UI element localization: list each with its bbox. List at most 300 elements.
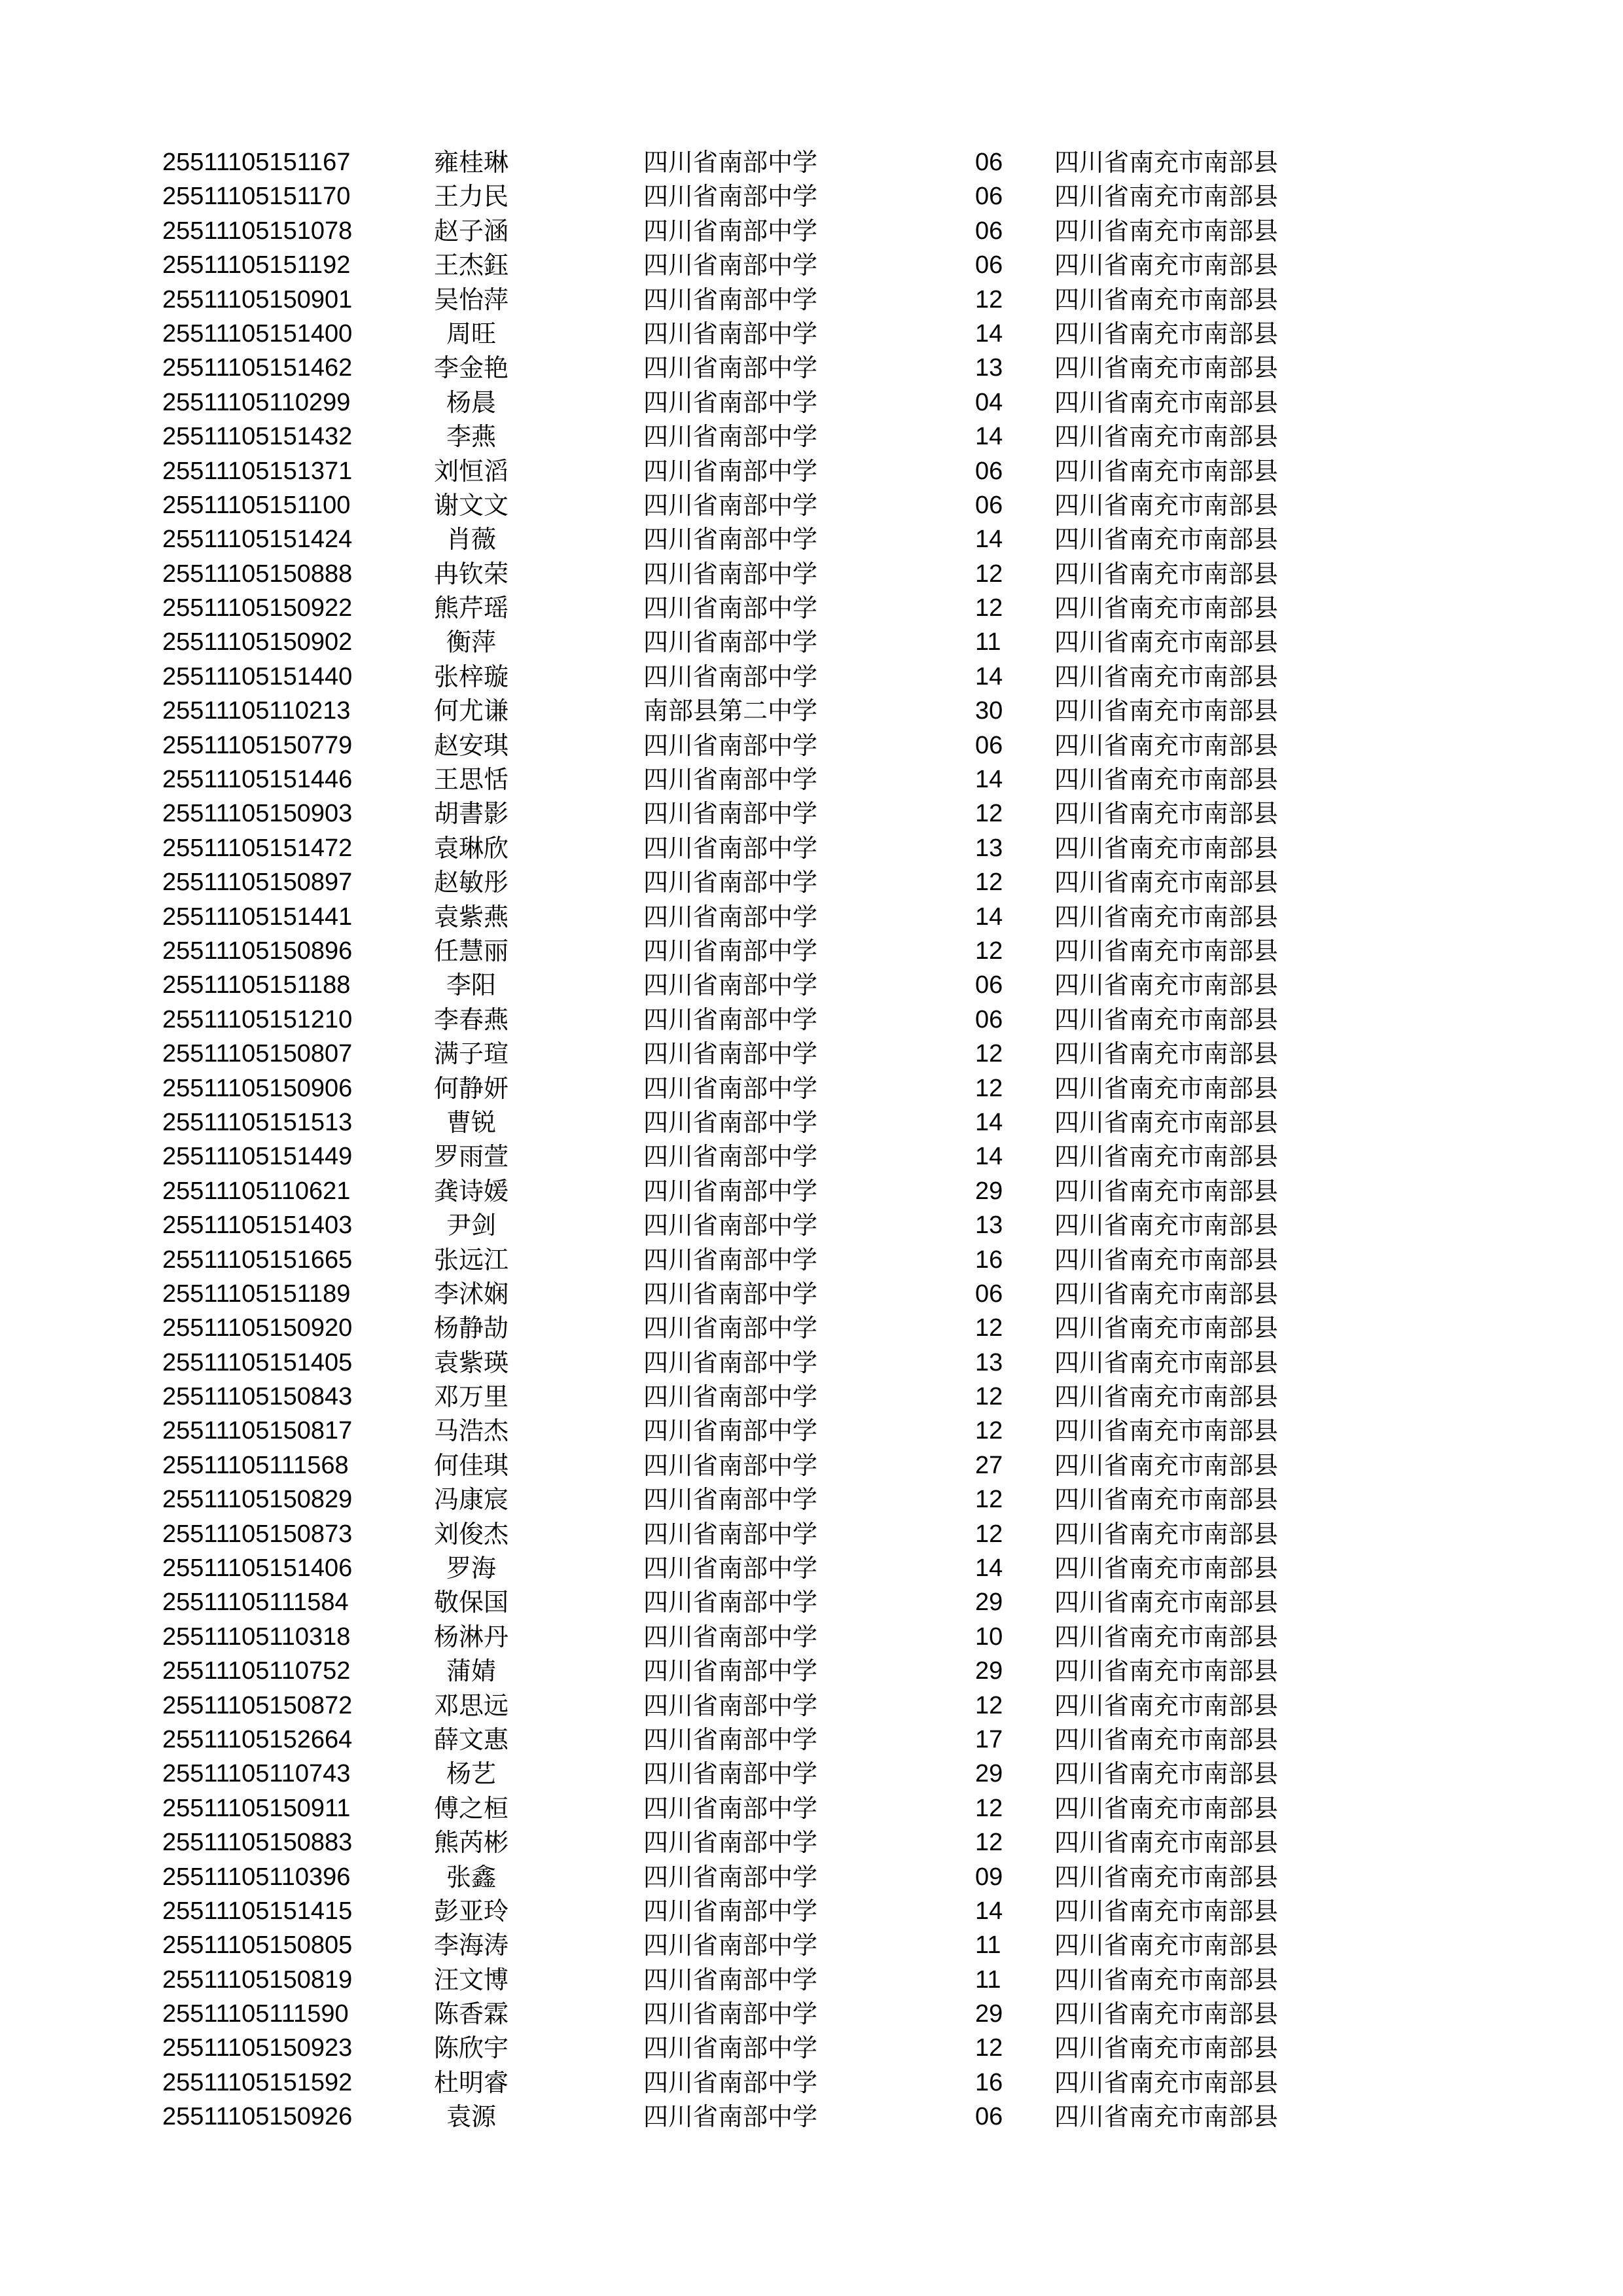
- table-row: [162, 694, 1340, 728]
- school-name: 四川省南部中学: [643, 902, 818, 931]
- candidate-name: 杨艺: [446, 1759, 496, 1789]
- candidate-name: 冯康宸: [433, 1485, 508, 1515]
- school-name: 南部县第二中学: [643, 696, 818, 726]
- school-name: 四川省南部中学: [643, 251, 818, 280]
- category-code: 06: [975, 457, 1003, 485]
- table-row: [162, 1003, 1340, 1037]
- category-code: 13: [975, 834, 1003, 862]
- candidate-id: 25511105150901: [162, 285, 353, 314]
- candidate-name: 袁源: [446, 2102, 496, 2132]
- school-name: 四川省南部中学: [643, 456, 818, 486]
- candidate-id: 25511105110752: [162, 1657, 351, 1685]
- table-row: [162, 557, 1340, 591]
- candidate-name: 谢文文: [433, 490, 508, 520]
- school-name: 四川省南部中学: [643, 387, 818, 417]
- region-name: 四川省南充市南部县: [1054, 1691, 1279, 1720]
- region-name: 四川省南充市南部县: [1054, 319, 1279, 348]
- table-row: [162, 1757, 1340, 1791]
- region-name: 四川省南充市南部县: [1054, 1862, 1279, 1892]
- region-name: 四川省南充市南部县: [1054, 490, 1279, 520]
- category-code: 11: [975, 1965, 1001, 1994]
- candidate-name: 王力民: [433, 182, 508, 211]
- school-name: 四川省南部中学: [643, 868, 818, 897]
- category-code: 14: [975, 1554, 1003, 1583]
- candidate-name: 赵子涵: [433, 216, 508, 245]
- region-name: 四川省南充市南部县: [1054, 594, 1279, 623]
- candidate-name: 张鑫: [446, 1862, 496, 1892]
- school-name: 四川省南部中学: [643, 936, 818, 965]
- candidate-name: 曹锐: [446, 1107, 496, 1137]
- region-name: 四川省南充市南部县: [1054, 628, 1279, 657]
- region-name: 四川省南充市南部县: [1054, 1759, 1279, 1789]
- table-row: [162, 386, 1340, 420]
- school-name: 四川省南部中学: [643, 833, 818, 863]
- category-code: 13: [975, 354, 1003, 382]
- category-code: 12: [975, 1383, 1003, 1411]
- school-name: 四川省南部中学: [643, 285, 818, 314]
- candidate-id: 25511105151100: [162, 491, 351, 519]
- category-code: 04: [975, 388, 1003, 416]
- region-name: 四川省南充市南部县: [1054, 1828, 1279, 1857]
- candidate-id: 25511105151424: [162, 526, 353, 554]
- category-code: 30: [975, 697, 1003, 725]
- candidate-id: 25511105152664: [162, 1725, 353, 1753]
- category-code: 12: [975, 1520, 1003, 1548]
- candidate-name: 雍桂琳: [433, 148, 508, 177]
- table-row: [162, 900, 1340, 934]
- candidate-name: 薛文惠: [433, 1725, 508, 1754]
- region-name: 四川省南充市南部县: [1054, 251, 1279, 280]
- candidate-id: 25511105110621: [162, 1177, 351, 1205]
- candidate-name: 刘恒滔: [433, 456, 508, 486]
- region-name: 四川省南充市南部县: [1054, 902, 1279, 931]
- table-row: [162, 1414, 1340, 1448]
- school-name: 四川省南部中学: [643, 1896, 818, 1926]
- category-code: 06: [975, 2103, 1003, 2131]
- candidate-name: 罗雨萱: [433, 1142, 508, 1172]
- school-name: 四川省南部中学: [643, 2000, 818, 2029]
- school-name: 四川省南部中学: [643, 422, 818, 452]
- school-name: 四川省南部中学: [643, 525, 818, 554]
- region-name: 四川省南充市南部县: [1054, 525, 1279, 554]
- table-row: [162, 1482, 1340, 1516]
- table-row: [162, 1346, 1340, 1380]
- candidate-list: [162, 145, 1340, 2134]
- category-code: 06: [975, 971, 1003, 999]
- candidate-id: 25511105150779: [162, 731, 353, 759]
- table-row: [162, 1791, 1340, 1825]
- table-row: [162, 2031, 1340, 2065]
- school-name: 四川省南部中学: [643, 1211, 818, 1240]
- category-code: 17: [975, 1725, 1003, 1753]
- candidate-name: 杨静劼: [433, 1314, 508, 1343]
- region-name: 四川省南充市南部县: [1054, 936, 1279, 965]
- table-row: [162, 248, 1340, 282]
- category-code: 29: [975, 1760, 1003, 1788]
- candidate-name: 刘俊杰: [433, 1519, 508, 1549]
- candidate-id: 25511105150920: [162, 1314, 353, 1342]
- candidate-name: 赵敏彤: [433, 868, 508, 897]
- candidate-name: 袁琳欣: [433, 833, 508, 863]
- school-name: 四川省南部中学: [643, 182, 818, 211]
- candidate-id: 25511105151188: [162, 971, 351, 999]
- region-name: 四川省南充市南部县: [1054, 1211, 1279, 1240]
- candidate-id: 25511105110213: [162, 697, 351, 725]
- candidate-name: 赵安琪: [433, 730, 508, 760]
- table-row: [162, 1380, 1340, 1414]
- school-name: 四川省南部中学: [643, 148, 818, 177]
- table-row: [162, 625, 1340, 659]
- region-name: 四川省南充市南部县: [1054, 1657, 1279, 1686]
- table-row: [162, 522, 1340, 556]
- candidate-name: 李海涛: [433, 1931, 508, 1960]
- table-row: [162, 1071, 1340, 1105]
- table-row: [162, 728, 1340, 762]
- region-name: 四川省南充市南部县: [1054, 2000, 1279, 2029]
- candidate-id: 25511105151449: [162, 1143, 353, 1171]
- region-name: 四川省南充市南部县: [1054, 1348, 1279, 1377]
- candidate-name: 李春燕: [433, 1005, 508, 1034]
- table-row: [162, 488, 1340, 522]
- category-code: 12: [975, 869, 1003, 897]
- category-code: 14: [975, 1897, 1003, 1925]
- table-row: [162, 1723, 1340, 1757]
- candidate-name: 吴怡萍: [433, 285, 508, 314]
- table-row: [162, 351, 1340, 385]
- category-code: 06: [975, 1005, 1003, 1033]
- table-row: [162, 1825, 1340, 1859]
- table-row: [162, 214, 1340, 248]
- candidate-id: 25511105151440: [162, 662, 353, 691]
- school-name: 四川省南部中学: [643, 1450, 818, 1480]
- candidate-id: 25511105150922: [162, 594, 353, 622]
- category-code: 11: [975, 628, 1001, 656]
- candidate-id: 25511105151210: [162, 1005, 353, 1033]
- candidate-id: 25511105151167: [162, 149, 351, 176]
- candidate-name: 肖薇: [446, 525, 496, 554]
- candidate-name: 周旺: [446, 319, 496, 348]
- category-code: 29: [975, 1588, 1003, 1617]
- category-code: 09: [975, 1863, 1003, 1891]
- candidate-id: 25511105151406: [162, 1554, 353, 1583]
- region-name: 四川省南充市南部县: [1054, 1382, 1279, 1412]
- table-row: [162, 1311, 1340, 1345]
- candidate-name: 马浩杰: [433, 1416, 508, 1446]
- candidate-name: 袁紫燕: [433, 902, 508, 931]
- candidate-id: 25511105111584: [162, 1588, 349, 1617]
- region-name: 四川省南充市南部县: [1054, 285, 1279, 314]
- candidate-id: 25511105150903: [162, 800, 353, 828]
- table-row: [162, 1517, 1340, 1551]
- table-row: [162, 179, 1340, 213]
- candidate-name: 胡書影: [433, 799, 508, 829]
- candidate-id: 25511105110396: [162, 1863, 351, 1891]
- school-name: 四川省南部中学: [643, 1828, 818, 1857]
- candidate-name: 满子瑄: [433, 1039, 508, 1069]
- category-code: 12: [975, 594, 1003, 622]
- table-row: [162, 1585, 1340, 1619]
- table-row: [162, 1448, 1340, 1482]
- candidate-id: 25511105150897: [162, 869, 353, 897]
- region-name: 四川省南充市南部县: [1054, 216, 1279, 245]
- table-row: [162, 1105, 1340, 1139]
- candidate-id: 25511105150896: [162, 937, 353, 965]
- table-row: [162, 1689, 1340, 1723]
- table-row: [162, 934, 1340, 968]
- category-code: 14: [975, 526, 1003, 554]
- region-name: 四川省南充市南部县: [1054, 1588, 1279, 1617]
- region-name: 四川省南充市南部县: [1054, 1485, 1279, 1515]
- category-code: 06: [975, 1280, 1003, 1308]
- candidate-id: 25511105151513: [162, 1108, 353, 1136]
- table-row: [162, 968, 1340, 1002]
- category-code: 12: [975, 800, 1003, 828]
- region-name: 四川省南充市南部县: [1054, 765, 1279, 795]
- school-name: 四川省南部中学: [643, 1279, 818, 1308]
- school-name: 四川省南部中学: [643, 1039, 818, 1069]
- candidate-id: 25511105151472: [162, 834, 353, 862]
- region-name: 四川省南充市南部县: [1054, 833, 1279, 863]
- category-code: 14: [975, 1108, 1003, 1136]
- category-code: 12: [975, 1417, 1003, 1445]
- candidate-id: 25511105110318: [162, 1623, 351, 1651]
- school-name: 四川省南部中学: [643, 559, 818, 588]
- table-row: [162, 1037, 1340, 1071]
- school-name: 四川省南部中学: [643, 730, 818, 760]
- table-row: [162, 591, 1340, 625]
- candidate-id: 25511105151665: [162, 1246, 353, 1274]
- school-name: 四川省南部中学: [643, 1073, 818, 1103]
- candidate-id: 25511105110743: [162, 1760, 351, 1788]
- school-name: 四川省南部中学: [643, 662, 818, 691]
- region-name: 四川省南充市南部县: [1054, 696, 1279, 726]
- candidate-name: 尹剑: [446, 1211, 496, 1240]
- table-row: [162, 831, 1340, 865]
- region-name: 四川省南充市南部县: [1054, 1416, 1279, 1446]
- region-name: 四川省南充市南部县: [1054, 1005, 1279, 1034]
- category-code: 12: [975, 1314, 1003, 1342]
- school-name: 四川省南部中学: [643, 1348, 818, 1377]
- candidate-name: 熊芮彬: [433, 1828, 508, 1857]
- candidate-id: 25511105150911: [162, 1794, 351, 1822]
- region-name: 四川省南充市南部县: [1054, 1931, 1279, 1960]
- category-code: 06: [975, 491, 1003, 519]
- category-code: 14: [975, 903, 1003, 931]
- candidate-name: 蒲婧: [446, 1657, 496, 1686]
- school-name: 四川省南部中学: [643, 1416, 818, 1446]
- table-row: [162, 660, 1340, 694]
- category-code: 29: [975, 2000, 1003, 2028]
- category-code: 06: [975, 251, 1003, 279]
- table-row: [162, 1620, 1340, 1654]
- candidate-id: 25511105151592: [162, 2068, 353, 2096]
- region-name: 四川省南充市南部县: [1054, 868, 1279, 897]
- school-name: 四川省南部中学: [643, 1005, 818, 1034]
- region-name: 四川省南充市南部县: [1054, 1279, 1279, 1308]
- category-code: 14: [975, 662, 1003, 691]
- table-row: [162, 865, 1340, 899]
- region-name: 四川省南充市南部县: [1054, 1142, 1279, 1172]
- candidate-id: 25511105110299: [162, 388, 351, 416]
- table-row: [162, 283, 1340, 317]
- region-name: 四川省南充市南部县: [1054, 559, 1279, 588]
- school-name: 四川省南部中学: [643, 971, 818, 1000]
- table-row: [162, 2100, 1340, 2134]
- table-row: [162, 1174, 1340, 1208]
- school-name: 四川省南部中学: [643, 1931, 818, 1960]
- candidate-name: 何佳琪: [433, 1450, 508, 1480]
- school-name: 四川省南部中学: [643, 1554, 818, 1583]
- candidate-id: 25511105150906: [162, 1074, 353, 1102]
- candidate-id: 25511105150807: [162, 1040, 353, 1068]
- region-name: 四川省南充市南部县: [1054, 353, 1279, 383]
- region-name: 四川省南充市南部县: [1054, 422, 1279, 452]
- candidate-name: 杨晨: [446, 387, 496, 417]
- category-code: 29: [975, 1177, 1003, 1205]
- region-name: 四川省南充市南部县: [1054, 662, 1279, 691]
- category-code: 14: [975, 423, 1003, 451]
- candidate-id: 25511105150902: [162, 628, 353, 656]
- category-code: 12: [975, 1794, 1003, 1822]
- candidate-id: 25511105151432: [162, 423, 353, 451]
- region-name: 四川省南充市南部县: [1054, 1793, 1279, 1823]
- table-row: [162, 454, 1340, 488]
- school-name: 四川省南部中学: [643, 1107, 818, 1137]
- candidate-id: 25511105150888: [162, 560, 353, 588]
- candidate-id: 25511105150872: [162, 1691, 353, 1719]
- candidate-id: 25511105150843: [162, 1383, 353, 1411]
- candidate-id: 25511105150829: [162, 1486, 353, 1514]
- table-row: [162, 145, 1340, 179]
- category-code: 12: [975, 1040, 1003, 1068]
- table-row: [162, 1654, 1340, 1688]
- school-name: 四川省南部中学: [643, 2102, 818, 2132]
- region-name: 四川省南充市南部县: [1054, 1725, 1279, 1754]
- candidate-name: 陈香霖: [433, 2000, 508, 2029]
- table-row: [162, 1997, 1340, 2031]
- candidate-name: 王杰鈺: [433, 251, 508, 280]
- candidate-id: 25511105150883: [162, 1829, 353, 1857]
- table-row: [162, 762, 1340, 797]
- school-name: 四川省南部中学: [643, 799, 818, 829]
- table-row: [162, 797, 1340, 831]
- candidate-name: 袁紫瑛: [433, 1348, 508, 1377]
- candidate-id: 25511105151400: [162, 319, 353, 348]
- candidate-id: 25511105151078: [162, 217, 353, 245]
- region-name: 四川省南充市南部县: [1054, 971, 1279, 1000]
- category-code: 13: [975, 1211, 1003, 1240]
- candidate-name: 冉钦荣: [433, 559, 508, 588]
- category-code: 12: [975, 2034, 1003, 2062]
- candidate-name: 敬保国: [433, 1588, 508, 1617]
- school-name: 四川省南部中学: [643, 2034, 818, 2063]
- category-code: 06: [975, 149, 1003, 176]
- school-name: 四川省南部中学: [643, 1622, 818, 1651]
- school-name: 四川省南部中学: [643, 1142, 818, 1172]
- category-code: 12: [975, 560, 1003, 588]
- candidate-id: 25511105150817: [162, 1417, 353, 1445]
- candidate-name: 杜明睿: [433, 2068, 508, 2097]
- region-name: 四川省南充市南部县: [1054, 1519, 1279, 1549]
- region-name: 四川省南充市南部县: [1054, 1176, 1279, 1206]
- candidate-id: 25511105151170: [162, 183, 351, 211]
- table-row: [162, 1551, 1340, 1585]
- category-code: 16: [975, 1246, 1003, 1274]
- category-code: 06: [975, 217, 1003, 245]
- region-name: 四川省南充市南部县: [1054, 1245, 1279, 1274]
- candidate-id: 25511105151405: [162, 1348, 353, 1376]
- table-row: [162, 1894, 1340, 1928]
- candidate-name: 熊芹瑶: [433, 594, 508, 623]
- category-code: 12: [975, 1829, 1003, 1857]
- school-name: 四川省南部中学: [643, 1485, 818, 1515]
- candidate-id: 25511105151371: [162, 457, 353, 485]
- table-row: [162, 1277, 1340, 1311]
- school-name: 四川省南部中学: [643, 1245, 818, 1274]
- region-name: 四川省南充市南部县: [1054, 387, 1279, 417]
- region-name: 四川省南充市南部县: [1054, 456, 1279, 486]
- category-code: 14: [975, 766, 1003, 794]
- candidate-name: 李沭娴: [433, 1279, 508, 1308]
- school-name: 四川省南部中学: [643, 765, 818, 795]
- candidate-name: 任慧丽: [433, 936, 508, 965]
- school-name: 四川省南部中学: [643, 1691, 818, 1720]
- table-row: [162, 317, 1340, 351]
- candidate-name: 李燕: [446, 422, 496, 452]
- candidate-name: 邓万里: [433, 1382, 508, 1412]
- category-code: 29: [975, 1657, 1003, 1685]
- candidate-id: 25511105150926: [162, 2103, 353, 2131]
- school-name: 四川省南部中学: [643, 1176, 818, 1206]
- candidate-id: 25511105111590: [162, 2000, 349, 2028]
- candidate-name: 何静妍: [433, 1073, 508, 1103]
- candidate-id: 25511105151192: [162, 251, 351, 279]
- region-name: 四川省南充市南部县: [1054, 148, 1279, 177]
- table-row: [162, 1963, 1340, 1997]
- school-name: 四川省南部中学: [643, 1725, 818, 1754]
- candidate-id: 25511105150873: [162, 1520, 353, 1548]
- region-name: 四川省南充市南部县: [1054, 1107, 1279, 1137]
- region-name: 四川省南充市南部县: [1054, 182, 1279, 211]
- category-code: 14: [975, 319, 1003, 348]
- table-row: [162, 1860, 1340, 1894]
- category-code: 13: [975, 1348, 1003, 1376]
- candidate-id: 25511105111568: [162, 1451, 349, 1479]
- school-name: 四川省南部中学: [643, 1519, 818, 1549]
- region-name: 四川省南充市南部县: [1054, 1554, 1279, 1583]
- table-row: [162, 1208, 1340, 1242]
- candidate-name: 汪文博: [433, 1965, 508, 1994]
- table-row: [162, 1928, 1340, 1962]
- region-name: 四川省南充市南部县: [1054, 1073, 1279, 1103]
- region-name: 四川省南充市南部县: [1054, 1965, 1279, 1994]
- category-code: 11: [975, 1931, 1001, 1960]
- region-name: 四川省南充市南部县: [1054, 2034, 1279, 2063]
- school-name: 四川省南部中学: [643, 1862, 818, 1892]
- candidate-name: 何尤谦: [433, 696, 508, 726]
- school-name: 四川省南部中学: [643, 594, 818, 623]
- candidate-id: 25511105150923: [162, 2034, 353, 2062]
- candidate-name: 傅之桓: [433, 1793, 508, 1823]
- candidate-name: 彭亚玲: [433, 1896, 508, 1926]
- candidate-id: 25511105150805: [162, 1931, 353, 1960]
- candidate-id: 25511105151441: [162, 903, 353, 931]
- category-code: 12: [975, 1486, 1003, 1514]
- school-name: 四川省南部中学: [643, 2068, 818, 2097]
- school-name: 四川省南部中学: [643, 628, 818, 657]
- candidate-id: 25511105151446: [162, 766, 353, 794]
- candidate-name: 李阳: [446, 971, 496, 1000]
